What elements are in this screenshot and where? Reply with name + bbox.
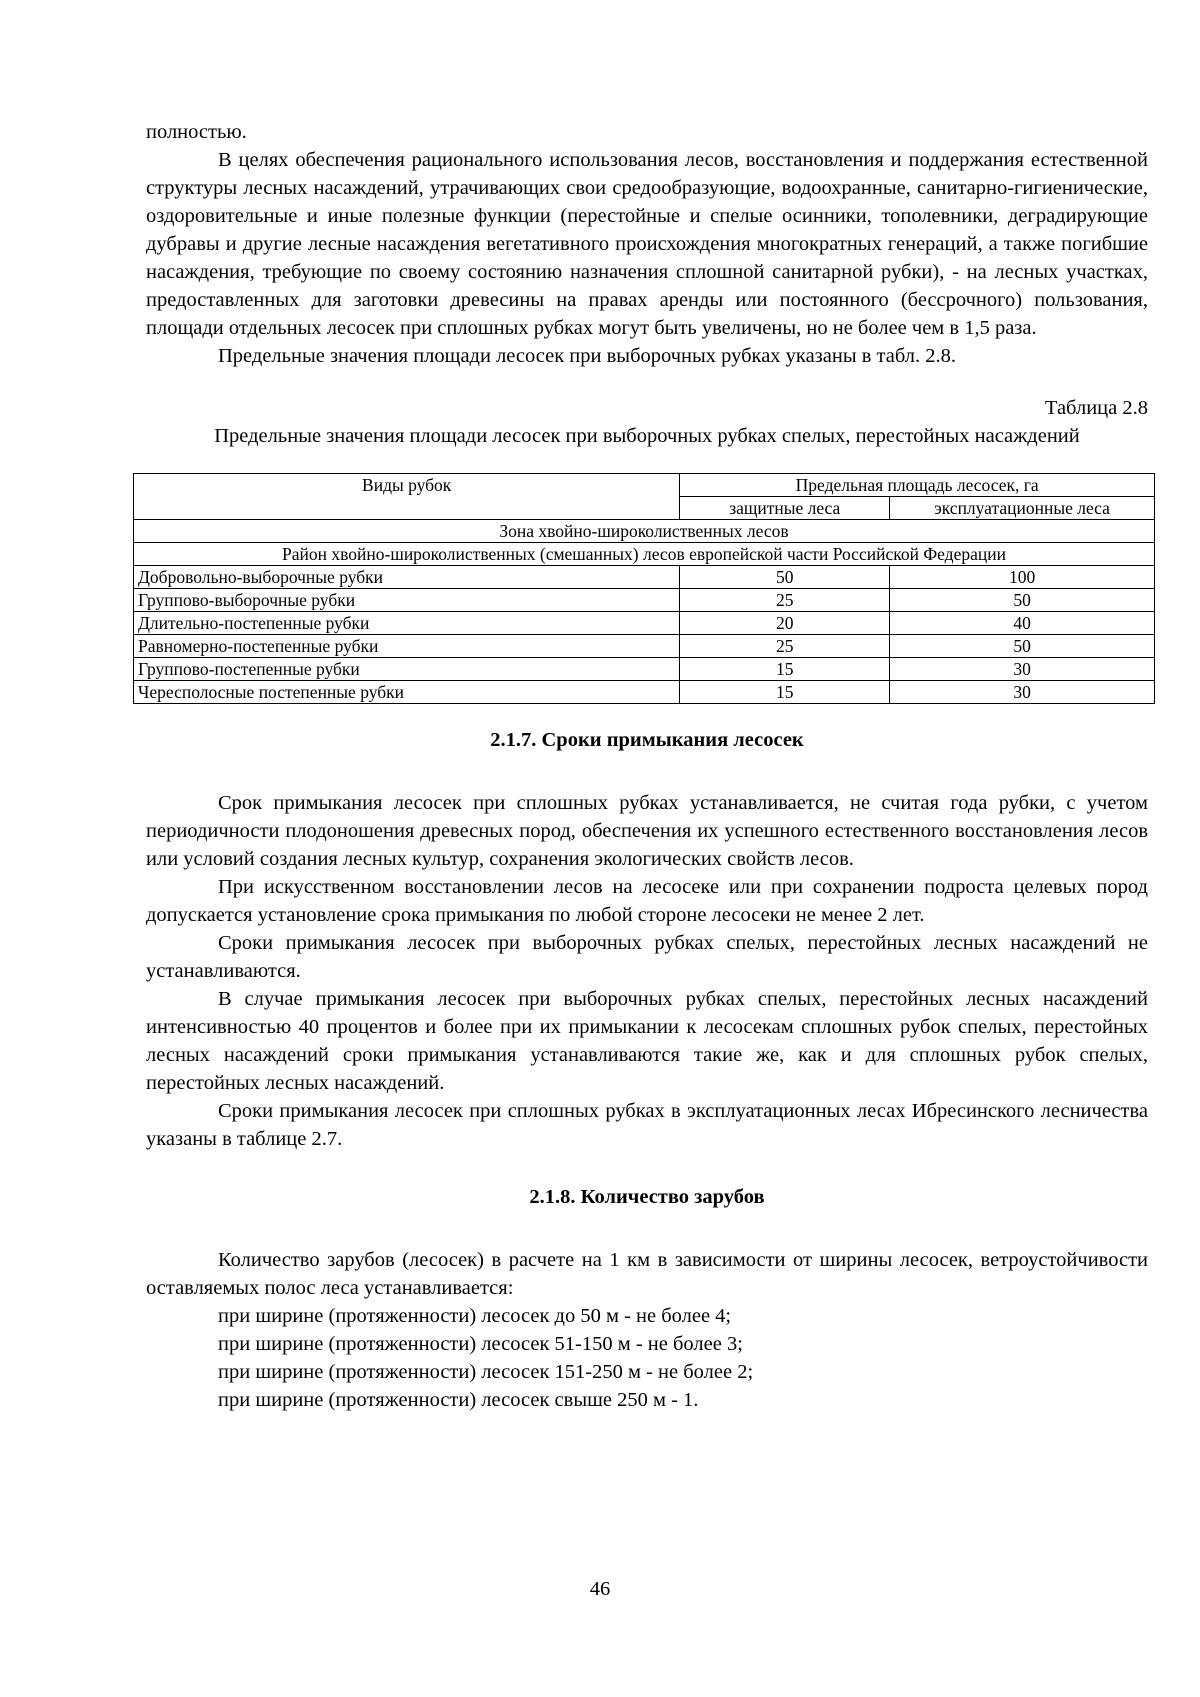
felling-area-table <box>133 473 1155 704</box>
table-row <box>134 612 1155 635</box>
felling-type-cell: Чересполосные постепенные рубки <box>134 681 680 704</box>
region-label: Район хвойно-широколиственных (смешанных) лесов европейской части Российской Федерации <box>134 543 1155 566</box>
header-max-area: Предельная площадь лесосек, га <box>680 474 1155 497</box>
table-row <box>134 681 1155 704</box>
protective-area-cell: 15 <box>680 658 890 681</box>
spacer <box>146 450 1148 473</box>
felling-type-cell: Группово-выборочные рубки <box>134 589 680 612</box>
felling-type-cell: Длительно-постепенные рубки <box>134 612 680 635</box>
table-region-row <box>134 543 1155 566</box>
section-heading-2-1-8: 2.1.8. Количество зарубов <box>529 1186 765 1208</box>
protective-area-cell: 25 <box>680 589 890 612</box>
section-heading-2-1-7: 2.1.7. Сроки примыкания лесосек <box>490 729 804 751</box>
document-page <box>138 118 1148 1414</box>
protective-area-cell: 25 <box>680 635 890 658</box>
page-number: 46 <box>589 1578 611 1600</box>
protective-area-cell: 15 <box>680 681 890 704</box>
table-label: Таблица 2.8 <box>1044 397 1148 419</box>
header-felling-types: Виды рубок <box>134 474 680 520</box>
table-title: Предельные значения площади лесосек при выборочных рубках спелых, перестойных насаждений <box>214 425 1080 447</box>
felling-type-cell: Равномерно-постепенные рубки <box>134 635 680 658</box>
exploitation-area-cell: 50 <box>890 635 1155 658</box>
exploitation-area-cell: 100 <box>890 566 1155 589</box>
table-row <box>134 658 1155 681</box>
list-item: при ширине (протяженности) лесосек до 50 м - не более 4; <box>218 1305 732 1327</box>
zone-label: Зона хвойно-широколиственных лесов <box>134 520 1155 543</box>
paragraph: Количество зарубов (лесосек) в расчете на 1 км в зависимости от ширины лесосек, ветроустойчивости оставляемых полос леса устанавливается: <box>146 1249 1148 1299</box>
exploitation-area-cell: 40 <box>890 612 1155 635</box>
felling-type-cell: Добровольно-выборочные рубки <box>134 566 680 589</box>
table-row <box>134 589 1155 612</box>
paragraph: В случае примыкания лесосек при выборочных рубках спелых, перестойных лесных насаждений интенсивностью 40 процентов и более при их примыкании к лесосекам сплошных рубок спелых, перестойных лесных насаждений сроки примыкания устанавливаются такие же, как и для сплошных рубок спелых, перестойных лесных насаждений. <box>146 988 1148 1094</box>
paragraph-table-reference: Предельные значения площади лесосек при выборочных рубках указаны в табл. 2.8. <box>218 345 956 367</box>
header-exploitation-forests: эксплуатационные леса <box>890 497 1155 520</box>
exploitation-area-cell: 30 <box>890 658 1155 681</box>
paragraph-continuation: полностью. <box>146 121 247 143</box>
paragraph: При искусственном восстановлении лесов на лесосеке или при сохранении подроста целевых пород допускается установление срока примыкания по любой стороне лесосеки не менее 2 лет. <box>146 876 1148 926</box>
spacer <box>146 370 1148 394</box>
list-item: при ширине (протяженности) лесосек 151-250 м - не более 2; <box>218 1361 754 1383</box>
table-row <box>134 566 1155 589</box>
felling-type-cell: Группово-постепенные рубки <box>134 658 680 681</box>
list-item: при ширине (протяженности) лесосек 51-150 м - не более 3; <box>218 1333 743 1355</box>
paragraph: Срок примыкания лесосек при сплошных рубках устанавливается, не считая года рубки, с учетом периодичности плодоношения древесных пород, обеспечения их успешного естественного восстановления лесов или условий создания лесных культур, сохранения экологических свойств лесов. <box>146 792 1148 870</box>
paragraph-purpose: В целях обеспечения рационального использования лесов, восстановления и поддержания естественной структуры лесных насаждений, утрачивающих свои средообразующие, водоохранные, санитарно-гигиенические, оздоровительные и иные полезные функции (перестойные и спелые осинники, тополевники, деградирующие дубравы и другие лесные насаждения вегетативного происхождения многократных генераций, а также погибшие насаждения, требующие по своему состоянию назначения сплошной санитарной рубки), - на лесных участках, предоставленных для заготовки древесины на правах аренды или постоянного (бессрочного) пользования, площади отдельных лесосек при сплошных рубках могут быть увеличены, но не более чем в 1,5 раза. <box>146 149 1148 339</box>
protective-area-cell: 20 <box>680 612 890 635</box>
table-zone-row <box>134 520 1155 543</box>
exploitation-area-cell: 30 <box>890 681 1155 704</box>
header-protective-forests: защитные леса <box>680 497 890 520</box>
list-item: при ширине (протяженности) лесосек свыше 250 м - 1. <box>218 1389 699 1411</box>
table-header-row <box>134 474 1155 497</box>
exploitation-area-cell: 50 <box>890 589 1155 612</box>
paragraph: Сроки примыкания лесосек при сплошных рубках в эксплуатационных лесах Ибресинского лесничества указаны в таблице 2.7. <box>146 1100 1148 1150</box>
table-row <box>134 635 1155 658</box>
paragraph: Сроки примыкания лесосек при выборочных рубках спелых, перестойных лесных насаждений не устанавливаются. <box>146 932 1148 982</box>
protective-area-cell: 50 <box>680 566 890 589</box>
